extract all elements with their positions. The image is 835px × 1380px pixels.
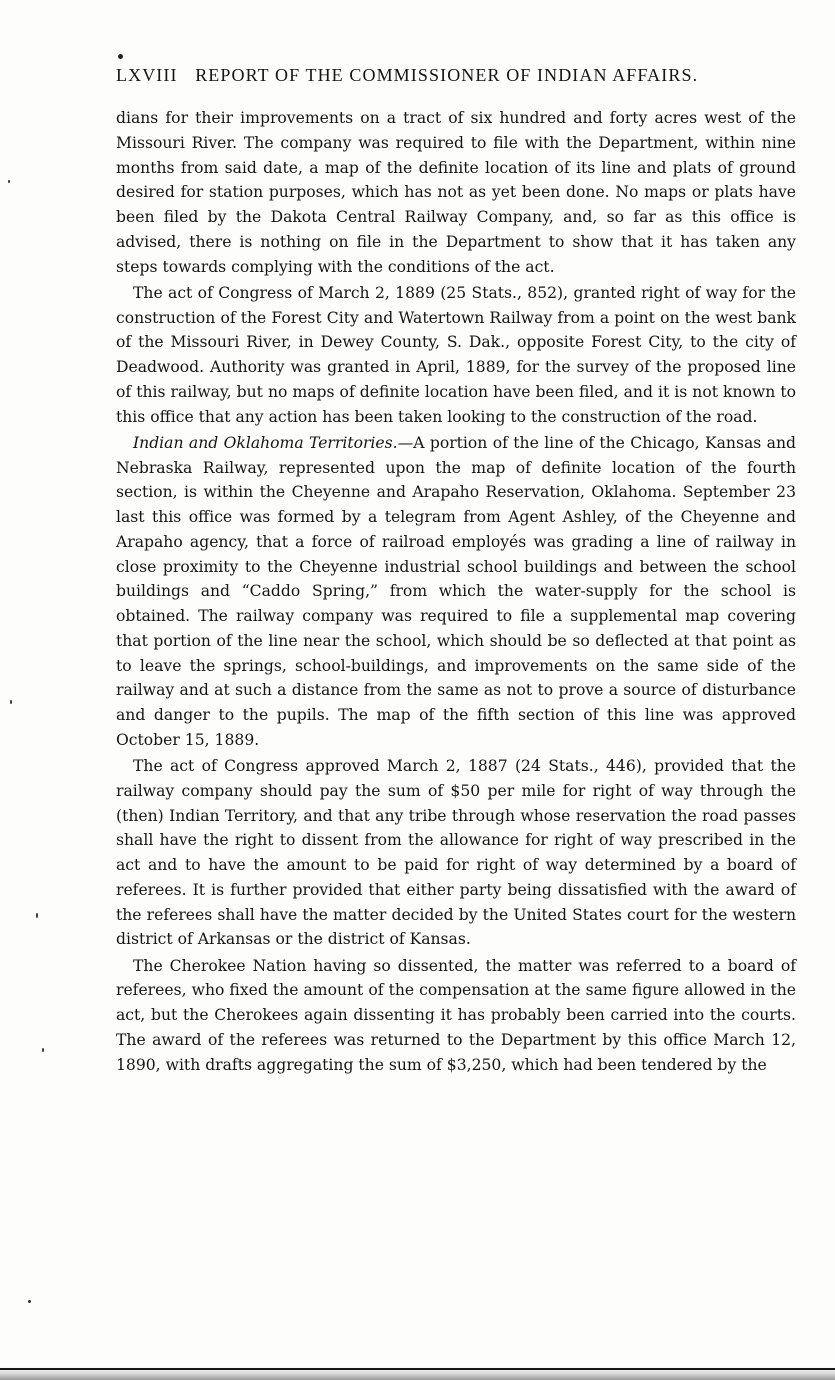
scan-speck: [36, 913, 38, 918]
running-head-title: REPORT OF THE COMMISSIONER OF INDIAN AFFAIRS.: [195, 65, 699, 85]
running-head: [116, 65, 796, 86]
scan-speck: [28, 1300, 31, 1303]
print-mark: [118, 54, 123, 59]
paragraph: The Cherokee Nation having so dissented, the matter was referred to a board of referees, who fixed the amount of the compensation at the same figure allowed in the act, but the Cherokees again dissenting it has probably been carried into the courts. The award of the referees was returned to the Department by this office March 12, 1890, with drafts aggregating the sum of $3,250, which had been tendered by the: [116, 956, 796, 1074]
body-text: [116, 106, 796, 1079]
paragraph: The act of Congress approved March 2, 1887 (24 Stats., 446), provided that the railway company should pay the sum of $50 per mile for right of way through the (then) Indian Territory, and that any tribe through whose reservation the road passes shall have the right to dissent from the allowance for right of way prescribed in the act and to have the amount to be paid for right of way determined by a board of referees. It is further provided that either party being dissatisfied with the award of the referees shall have the matter decided by the United States court for the western district of Arkansas or the district of Kansas.: [116, 757, 796, 949]
scan-speck: [42, 1048, 44, 1052]
paragraph: [116, 431, 796, 753]
paragraph: dians for their improvements on a tract of six hundred and forty acres west of the Missouri River. The company was required to file with the Department, within nine months from said date, a map of the definite location of its line and plats of ground desired for station purposes, which has not as yet been done. No maps or plats have been filed by the Dakota Central Railway Company, and, so far as this office is advised, there is nothing on file in the Department to show that it has taken any steps towards complying with the conditions of the act.: [116, 109, 796, 276]
paragraph-text: —A portion of the line of the Chicago, Kansas and Nebraska Railway, represented upon the map of definite location of the fourth section, is within the Cheyenne and Arapaho Reservation, Oklahoma. September 23 last this office was formed by a telegram from Agent Ashley, of the Cheyenne and Arapaho agency, that a force of railroad employés was grading a line of railway in close proximity to the Cheyenne industrial school buildings and between the school buildings and “Caddo Spring,” from which the water-supply for the school is obtained. The railway company was required to file a supplemental map covering that portion of the line near the school, which should be so deflected at that point as to leave the springs, school-buildings, and improvements on the same side of the railway and at such a distance from the same as not to prove a source of disturbance and danger to the pupils. The map of the fifth section of this line was approved October 15, 1889.: [116, 433, 796, 749]
page-number: LXVIII: [116, 65, 178, 85]
scan-speck: [10, 700, 12, 704]
section-heading: Indian and Oklahoma Territories.: [133, 433, 398, 452]
scan-speck: [8, 180, 10, 183]
page-edge-line: [0, 1368, 835, 1370]
paragraph: The act of Congress of March 2, 1889 (25 Stats., 852), granted right of way for the construction of the Forest City and Watertown Railway from a point on the west bank of the Missouri River, in Dewey County, S. Dak., opposite Forest City, to the city of Deadwood. Authority was granted in April, 1889, for the survey of the proposed line of this railway, but no maps of definite location have been filed, and it is not known to this office that any action has been taken looking to the construction of the road.: [116, 283, 796, 426]
